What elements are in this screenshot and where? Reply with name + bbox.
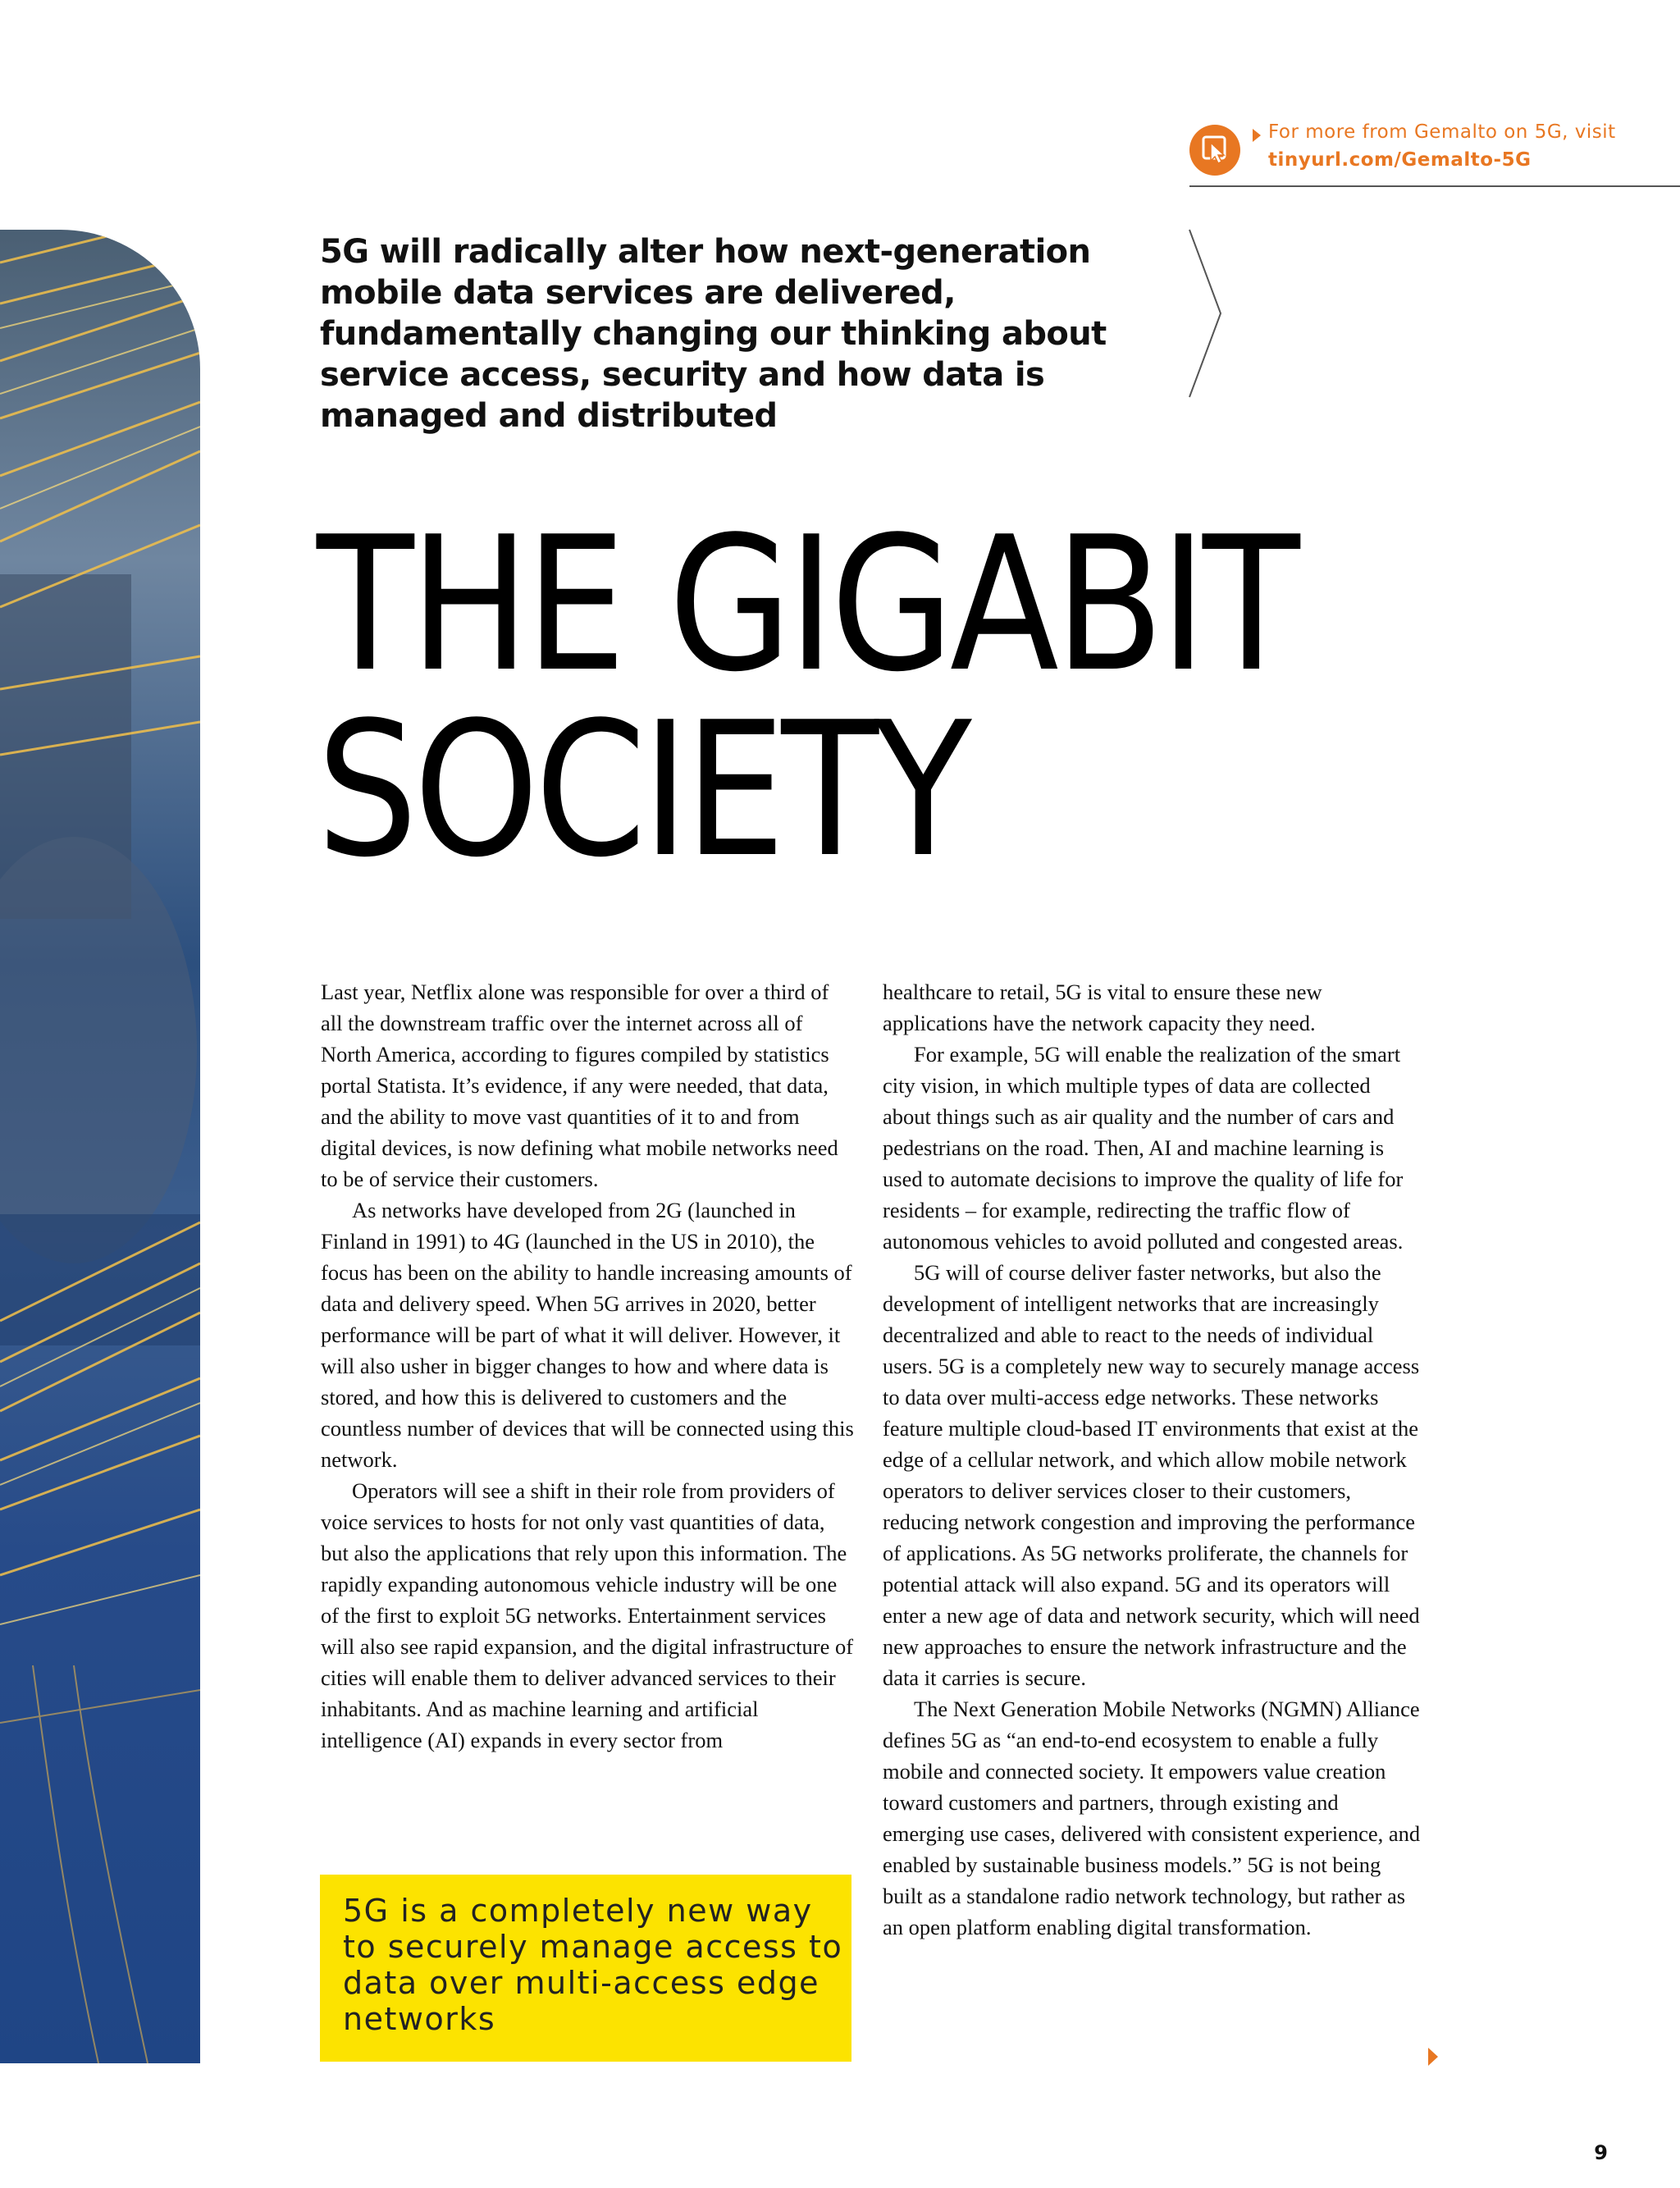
body-paragraph: healthcare to retail, 5G is vital to ensure these new applications have the network capacity they need. bbox=[883, 980, 1322, 1035]
headline-line-1: THE GIGABIT bbox=[317, 497, 1296, 713]
body-paragraph: The Next Generation Mobile Networks (NGMN) Alliance defines 5G as “an end-to-end ecosystem to enable a fully mobile and connected society. It empowers value creation toward customers and partners, through existing and emerging use cases, delivered with consistent experience, and enabled by sustainable business models.” 5G is not being built as a standalone radio network technology, but rather as an open platform enabling digital transformation. bbox=[883, 1697, 1421, 1939]
promo-link[interactable]: tinyurl.com/Gemalto-5G bbox=[1268, 149, 1532, 171]
pull-quote-text: 5G is a completely new way to securely manage access to data over multi-access edge networks bbox=[343, 1893, 843, 2037]
body-paragraph: Last year, Netflix alone was responsible for over a third of all the downstream traffic over the internet across all of North America, according to figures compiled by statistics portal Statista. It’s evidence, if any were needed, that data, and the ability to move vast quantities of it to and from digital devices, is now defining what mobile networks need to be of service their customers. bbox=[321, 980, 838, 1191]
headline-line-2: SOCIETY bbox=[317, 683, 968, 898]
hero-photo bbox=[0, 230, 200, 2063]
body-column-left bbox=[321, 976, 854, 1756]
body-column-right bbox=[883, 976, 1424, 1943]
promo-divider bbox=[1189, 185, 1680, 187]
pull-quote bbox=[320, 1875, 851, 2062]
body-paragraph: 5G will of course deliver faster networks, but also the development of intelligent networks that are increasingly decentralized and able to react to the needs of individual users. 5G is a completely new way to securely manage access to data over multi-access edge networks. These networks feature multiple cloud-based IT environments that exist at the edge of a cellular network, and which allow mobile network operators to deliver services closer to their customers, reducing network congestion and improving the performance of applications. As 5G networks proliferate, the channels for potential attack will also expand. 5G and its operators will enter a new age of data and network security, which will need new approaches to ensure the network infrastructure and the data it carries is secure. bbox=[883, 1260, 1420, 1690]
light-trails-image bbox=[0, 230, 200, 2063]
standfirst: 5G will radically alter how next-generation mobile data services are delivered, fundamentally changing our thinking about service access, security and how data is managed and distributed bbox=[320, 233, 1107, 435]
page-number: 9 bbox=[1594, 2141, 1608, 2164]
body-paragraph: As networks have developed from 2G (launched in Finland in 1991) to 4G (launched in the US in 2010), the focus has been on the ability to handle increasing amounts of data and delivery speed. When 5G arrives in 2020, better performance will be part of what it will deliver. However, it will also usher in bigger changes to how and where data is stored, and how this is delivered to customers and the countless number of devices that will be connected using this network. bbox=[321, 1198, 854, 1472]
chevron-right-icon bbox=[1186, 228, 1224, 399]
cursor-pointer-icon bbox=[1189, 125, 1240, 176]
headline bbox=[317, 497, 1296, 898]
triangle-right-icon bbox=[1428, 2048, 1438, 2066]
body-paragraph: Operators will see a shift in their role from providers of voice services to hosts for not only vast quantities of data, but also the applications that rely upon this information. The rapidly expanding autonomous vehicle industry will be one of the first to exploit 5G networks. Entertainment services will also see rapid expansion, and the digital infrastructure of cities will enable them to deliver advanced services to their inhabitants. And as machine learning and artificial intelligence (AI) expands in every sector from bbox=[321, 1478, 854, 1752]
promo-callout bbox=[1189, 121, 1680, 187]
body-paragraph: For example, 5G will enable the realization of the smart city vision, in which multiple types of data are collected about things such as air quality and the number of cars and pedestrians on the road. Then, AI and machine learning is used to automate decisions to improve the quality of life for residents – for example, redirecting the traffic flow of autonomous vehicles to avoid polluted and congested areas. bbox=[883, 1042, 1404, 1254]
triangle-right-icon bbox=[1253, 129, 1261, 142]
promo-text: For more from Gemalto on 5G, visit bbox=[1268, 121, 1616, 143]
